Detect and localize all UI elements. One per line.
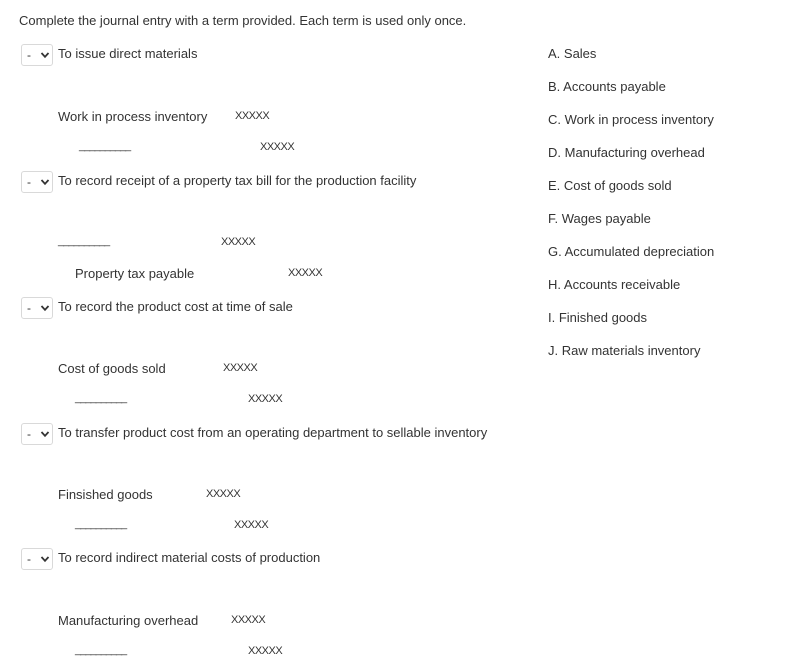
instructions-text: Complete the journal entry with a term provided. Each term is used only once. — [19, 13, 467, 28]
entry-2-credit-account: Property tax payable — [75, 266, 195, 281]
term-g: G. Accumulated depreciation — [548, 244, 715, 259]
entry-3-dropdown[interactable] — [21, 297, 53, 319]
entry-2-credit-amount: XXXXX — [288, 267, 323, 279]
entry-1-credit-account-blank: __________ — [79, 140, 131, 152]
entry-1-debit-account: Work in process inventory — [58, 109, 208, 124]
entry-5-dropdown[interactable] — [21, 548, 53, 570]
entry-1-credit-amount: XXXXX — [260, 141, 295, 153]
term-e: E. Cost of goods sold — [548, 178, 672, 193]
term-f: F. Wages payable — [548, 211, 651, 226]
chevron-down-icon — [40, 303, 50, 313]
chevron-down-icon — [40, 50, 50, 60]
entry-5-debit-amount: XXXXX — [231, 614, 266, 626]
entry-5-debit-account: Manufacturing overhead — [58, 613, 199, 628]
entry-3-debit-account: Cost of goods sold — [58, 361, 166, 376]
entry-3-credit-amount: XXXXX — [248, 393, 283, 405]
term-j: J. Raw materials inventory — [548, 343, 701, 358]
term-i: I. Finished goods — [548, 310, 648, 325]
entry-4-description: To transfer product cost from an operating department to sellable inventory — [58, 425, 488, 440]
term-d: D. Manufacturing overhead — [548, 145, 705, 160]
entry-5-description: To record indirect material costs of production — [58, 550, 321, 565]
term-c: C. Work in process inventory — [548, 112, 714, 127]
entry-4-dropdown[interactable] — [21, 423, 53, 445]
entry-4-credit-account-blank: __________ — [75, 518, 127, 530]
entry-5-credit-account-blank: __________ — [75, 644, 127, 656]
entry-2-dropdown[interactable] — [21, 171, 53, 193]
dropdown-selected-value: - — [27, 552, 31, 566]
entry-2-debit-account-blank: __________ — [58, 235, 110, 247]
entry-5-credit-amount: XXXXX — [248, 645, 283, 657]
entry-1-debit-amount: XXXXX — [235, 110, 270, 122]
entry-4-debit-account: Finsished goods — [58, 487, 153, 502]
entry-2-description: To record receipt of a property tax bill for the production facility — [58, 173, 417, 188]
chevron-down-icon — [40, 177, 50, 187]
dropdown-selected-value: - — [27, 48, 31, 62]
chevron-down-icon — [40, 429, 50, 439]
entry-3-debit-amount: XXXXX — [223, 362, 258, 374]
term-b: B. Accounts payable — [548, 79, 666, 94]
entry-3-description: To record the product cost at time of sale — [58, 299, 293, 314]
entry-1-dropdown[interactable] — [21, 44, 53, 66]
dropdown-selected-value: - — [27, 301, 31, 315]
term-h: H. Accounts receivable — [548, 277, 681, 292]
dropdown-selected-value: - — [27, 175, 31, 189]
entry-1-description: To issue direct materials — [58, 46, 198, 61]
entry-3-credit-account-blank: __________ — [75, 392, 127, 404]
entry-4-debit-amount: XXXXX — [206, 488, 241, 500]
term-a: A. Sales — [548, 46, 597, 61]
dropdown-selected-value: - — [27, 427, 31, 441]
entry-4-credit-amount: XXXXX — [234, 519, 269, 531]
entry-2-debit-amount: XXXXX — [221, 236, 256, 248]
chevron-down-icon — [40, 554, 50, 564]
